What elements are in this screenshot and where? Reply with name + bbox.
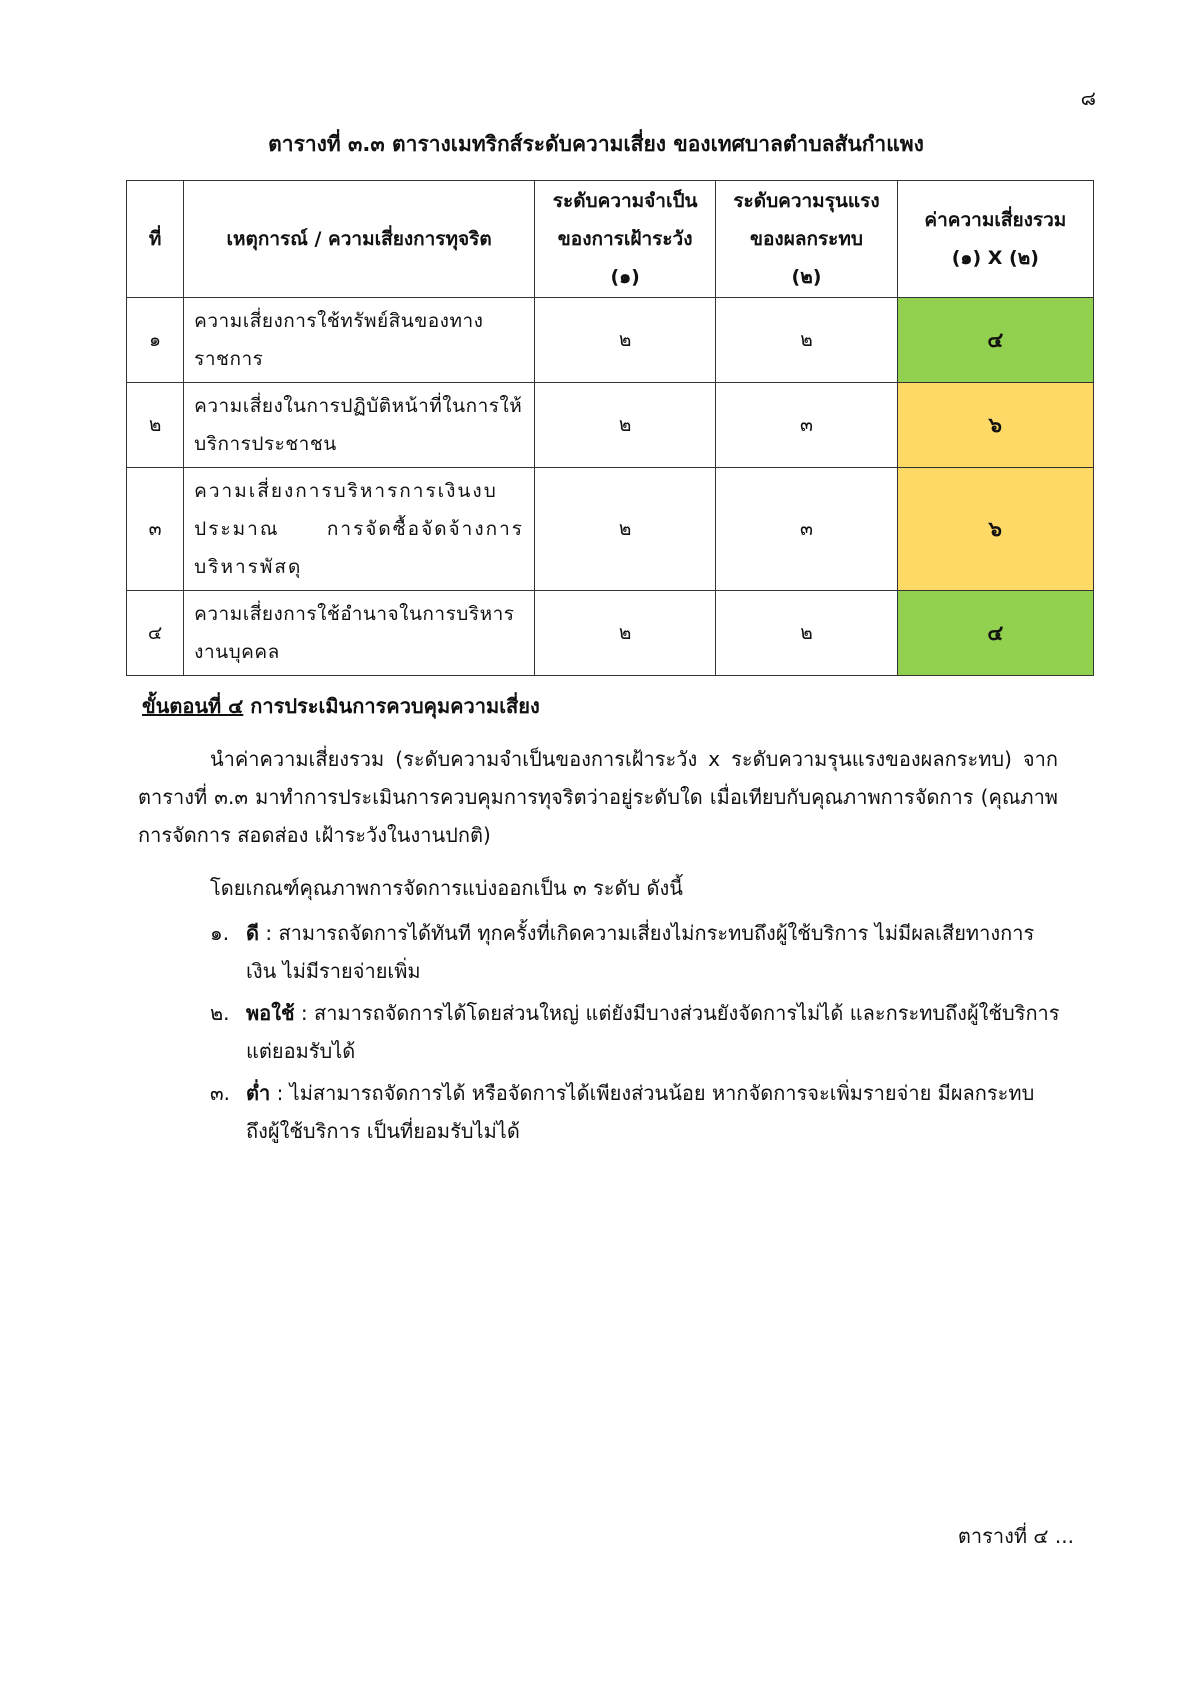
footer-continuation: ตารางที่ ๔ ...: [957, 1524, 1074, 1548]
row-level1: ๒: [535, 468, 716, 591]
header-level2-line2: ของผลกระทบ: [750, 228, 863, 250]
header-total-line2: (๑) X (๒): [951, 247, 1039, 269]
row-total: ๖: [897, 468, 1093, 591]
row-event: ความเสี่ยงการใช้ทรัพย์สินของทางราชการ: [184, 298, 535, 383]
paragraph-criteria-intro: โดยเกณฑ์คุณภาพการจัดการแบ่งออกเป็น ๓ ระดับ ดังนี้: [210, 876, 683, 900]
step-label: ขั้นตอนที่ ๔: [142, 694, 244, 718]
row-total: ๔: [897, 591, 1093, 676]
table-row: [127, 298, 1094, 383]
criteria-number: ๒.: [210, 1001, 230, 1025]
header-level2: [716, 181, 897, 298]
row-event: ความเสี่ยงการใช้อำนาจในการบริหารงานบุคคล: [184, 591, 535, 676]
row-event: ความเสี่ยงการบริหารการเงินงบประมาณ การจัดซื้อจัดจ้างการบริหารพัสดุ: [184, 468, 535, 591]
step-heading: [142, 690, 540, 722]
row-level1: ๒: [535, 383, 716, 468]
header-level1-line1: ระดับความจำเป็น: [552, 190, 698, 212]
page-number: ๘: [1080, 86, 1096, 110]
table-row: [127, 383, 1094, 468]
row-no: ๓: [127, 468, 184, 591]
row-level2: ๒: [716, 298, 897, 383]
row-event: ความเสี่ยงในการปฏิบัติหน้าที่ในการให้บริการประชาชน: [184, 383, 535, 468]
header-level2-line3: (๒): [791, 266, 822, 288]
row-level2: ๓: [716, 383, 897, 468]
row-total: ๖: [897, 383, 1093, 468]
step-title: การประเมินการควบคุมความเสี่ยง: [243, 694, 540, 718]
header-level1-line2: ของการเฝ้าระวัง: [557, 228, 693, 250]
table-row: [127, 468, 1094, 591]
row-level2: ๒: [716, 591, 897, 676]
row-no: ๔: [127, 591, 184, 676]
criteria-term: พอใช้: [246, 1001, 295, 1025]
header-level2-line1: ระดับความรุนแรง: [733, 190, 880, 212]
row-level1: ๒: [535, 298, 716, 383]
header-total-line1: ค่าความเสี่ยงรวม: [924, 209, 1067, 231]
criteria-term: ดี: [246, 921, 259, 945]
criteria-desc: : ไม่สามารถจัดการได้ หรือจัดการได้เพียงส่วนน้อย หากจัดการจะเพิ่มรายจ่าย มีผลกระทบ ถึงผู้ใช้บริการ เป็นที่ยอมรับไม่ได้: [246, 1081, 1035, 1143]
row-no: ๒: [127, 383, 184, 468]
paragraph-intro: นำค่าความเสี่ยงรวม (ระดับความจำเป็นของการเฝ้าระวัง x ระดับความรุนแรงของผลกระทบ) จากตารางที่ ๓.๓ มาทำการประเมินการควบคุมการทุจริตว่าอยู่ระดับใด เมื่อเทียบกับคุณภาพการจัดการ (คุณภาพการจัดการ สอดส่อง เฝ้าระวังในงานปกติ): [138, 747, 1058, 847]
criteria-desc: : สามารถจัดการได้โดยส่วนใหญ่ แต่ยังมีบางส่วนยังจัดการไม่ได้ และกระทบถึงผู้ใช้บริการ แต่ยอมรับได้: [246, 1001, 1060, 1063]
table-header-row: [127, 181, 1094, 298]
table-caption: ตารางที่ ๓.๓ ตารางเมทริกส์ระดับความเสี่ยง ของเทศบาลตำบลสันกำแพง: [268, 132, 924, 156]
criteria-desc: : สามารถจัดการได้ทันที ทุกครั้งที่เกิดความเสี่ยงไม่กระทบถึงผู้ใช้บริการ ไม่มีผลเสียทางการเงิน ไม่มีรายจ่ายเพิ่ม: [246, 921, 1035, 983]
criteria-number: ๓.: [210, 1081, 231, 1105]
header-no: ที่: [127, 181, 184, 298]
risk-matrix-table: [126, 180, 1094, 676]
row-level1: ๒: [535, 591, 716, 676]
criteria-term: ต่ำ: [246, 1081, 271, 1105]
row-total: ๔: [897, 298, 1093, 383]
list-item: [210, 1074, 1060, 1150]
list-item: [210, 994, 1060, 1070]
list-item: [210, 914, 1060, 990]
row-level2: ๓: [716, 468, 897, 591]
header-level1-line3: (๑): [610, 266, 640, 288]
header-total: [897, 181, 1093, 298]
row-no: ๑: [127, 298, 184, 383]
criteria-list: [210, 914, 1060, 1154]
header-event: เหตุการณ์ / ความเสี่ยงการทุจริต: [184, 181, 535, 298]
criteria-number: ๑.: [210, 921, 230, 945]
header-level1: [535, 181, 716, 298]
table-row: [127, 591, 1094, 676]
